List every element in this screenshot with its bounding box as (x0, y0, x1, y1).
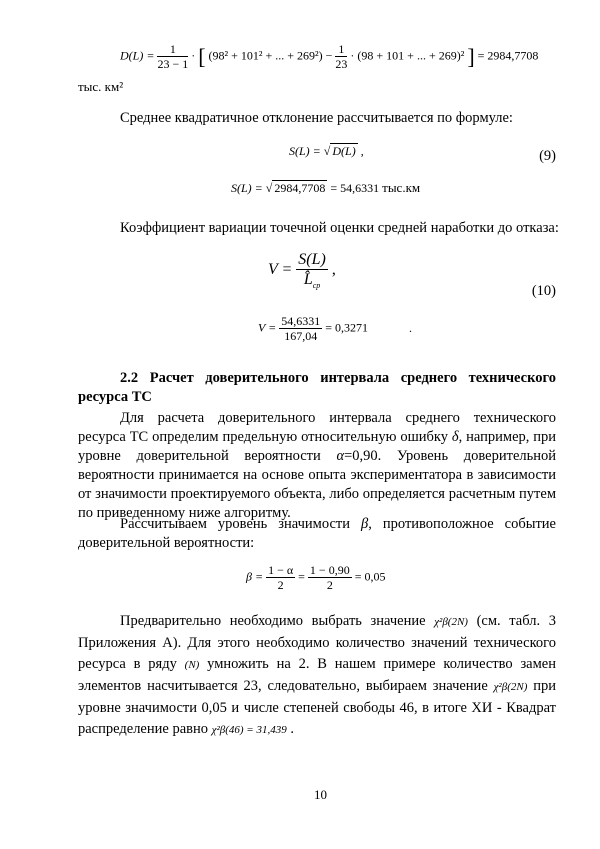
symbol-alpha: α (336, 448, 345, 464)
equation-cv-value: V = $\frac{54,6331}{167,04}$ = 0,3271 . (258, 314, 412, 344)
section-heading: 2.2 Расчет доверительного интервала среднего технического ресурса ТС (78, 370, 556, 405)
eq-d-sum-squares: (98² + 101² + ... + 269²) (208, 48, 323, 63)
equation-number-10: (10) (531, 283, 556, 299)
symbol-delta: δ (451, 429, 459, 445)
equation-sd-value: S(L) = √ 2984,7708 = 54,6331 тыс.км (231, 180, 421, 195)
page-number: 10 (314, 787, 327, 802)
symbol-chi-square-2: χ²β(2N) (493, 681, 528, 693)
symbol-n: (N) (184, 659, 200, 671)
text-cv-intro: Коэффициент вариации точечной оценки средней наработки до отказа: (120, 220, 559, 236)
paragraph-confidence-interval: Для расчета доверительного интервала среднего технического ресурса ТС определим предельную относительную ошибку δ, например, при уровне доверительной вероятности α=0,90. Уровень доверительной вероятности принимается на основе опыта экспериментатора в зависимости от значимости проектируемого объекта, либо определяется расчетным путем по приведенному ниже алгоритму. (78, 410, 557, 521)
eq-d-lhs: D(L) = (120, 48, 155, 63)
equation-variance: D(L) = $\frac{1}{23 - 1}$ · [ (98² + 101² + ... + 269²) − $\frac{1}{23}$ · (98 + 101 + ... + 269)² ] = 2984,7708 (120, 42, 539, 72)
sqrt-radicand: D(L) (332, 144, 356, 158)
eq-d-result: = 2984,7708 (477, 48, 539, 63)
equation-cv-formula: V = $\frac{S(L)}{L̂_{ср}}$ , (268, 251, 336, 291)
eq-d-sum-squared: (98 + 101 + ... + 269)² (357, 48, 465, 63)
eq-d-unit: тыс. км² (78, 79, 124, 94)
equation-number-9: (9) (539, 148, 556, 164)
text-sd-intro: Среднее квадратичное отклонение рассчитывается по формуле: (120, 110, 513, 126)
paragraph-chi-square: Предварительно необходимо выбрать значение χ²β(2N) (см. табл. 3 Приложения А). Для этого необходимо количество значений технического ресурса в ряду (N) умножить на 2. В нашем примере количество замен элементов насчитывается 23, следовательно, выбираем значение χ²β(2N) при уровне значимости 0,05 и числе степеней свободы 46, в итоге ХИ - Квадрат распределение равно χ²β(46) = 31,439 . (78, 613, 556, 737)
eq-d-fraction-1: $\frac{1}{23 - 1}$ (157, 42, 189, 72)
symbol-beta: β (361, 516, 369, 532)
eq-d-fraction-2: $\frac{1}{23}$ (335, 42, 348, 72)
equation-sd-formula: S(L) = √ D(L) , (289, 144, 364, 158)
eq-sd-unit: тыс.км (382, 180, 421, 195)
symbol-chi-square: χ²β(2N) (434, 616, 468, 628)
chi-square-value: χ²β(46) = 31,439 (211, 724, 287, 736)
paragraph-significance: Рассчитываем уровень значимости β, противоположное событие доверительной вероятности: (78, 516, 556, 551)
equation-beta: β = $\frac{1 - \alpha}{2}$ = $\frac{1 - 0,90}{2}$ = 0,05 (246, 563, 386, 593)
